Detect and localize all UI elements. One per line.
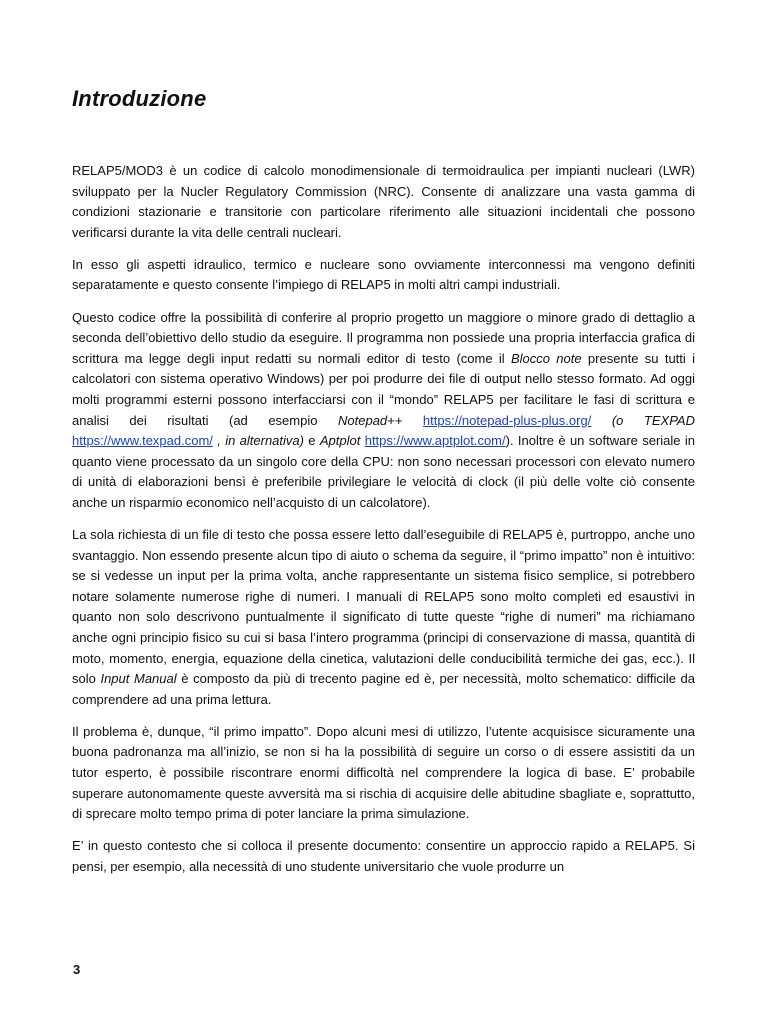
paragraph-aspects: In esso gli aspetti idraulico, termico e nucleare sono ovviamente interconnessi ma vengono definiti separatamente e questo consente l’impiego di RELAP5 in molti altri campi industriali. [72,256,695,293]
texpad-suffix: , in alternativa) [212,433,304,449]
aptplot-label: Aptplot [319,433,361,449]
paragraph-text: Questo codice offre la possibilità di conferire al proprio progetto un maggiore o minore grado di dettaglio a seconda dell’obiettivo dello studio da eseguire. Il programma non possiede una propria interfaccia grafica di scrittura ma legge degli input redatti su normali editor di testo (come il [72,309,695,366]
paragraph-features [72,308,695,514]
paragraph-problem: Il problema è, dunque, “il primo impatto”. Dopo alcuni mesi di utilizzo, l’utente acquisisce sicuramente una buona padronanza ma all’inizio, se non si ha la possibilità di seguire un corso o di essere assistiti da un tutor esperto, è possibile riscontrare enormi difficoltà nel comprendere la logica di base. E’ probabile superare autonomamente queste avversità ma si rischia di acquisire delle abitudine sbagliate e, soprattutto, di sprecare molto tempo prima di poter lanciare la prima simulazione. [72,723,695,822]
paragraph-text: ). Inoltre è un software seriale in quanto viene processato da un singolo core della CPU: non sono necessari processori con elevato numero di unità di elaborazioni bensì è preferibile privilegiare le velocità di clock (il più delle volte ciò consente anche un risparmio economico nell’acquisto di un calcolatore). [72,433,695,510]
section-title: Introduzione [72,86,207,111]
paragraph-context: E’ in questo contesto che si colloca il presente documento: consentire un approccio rapido a RELAP5. Si pensi, per esempio, alla necessità di uno studente universitario che vuole produrre un [72,838,695,874]
notepad-link[interactable]: https://notepad-plus-plus.org/ [422,412,592,428]
texpad-link[interactable]: https://www.texpad.com/ [72,433,213,449]
input-manual-term: Input Manual [100,671,177,687]
paragraph-text: presente su tutti i calcolatori con sistema operativo Windows) per poi produrre dei file di output nello stesso formato. Ad oggi molti programmi esterni possono interfacciarsi con il “mondo” RELAP5 per facilitare le fasi di scrittura e analisi dei risultati (ad esempio [72,350,695,428]
paragraph-text: La sola richiesta di un file di testo che possa essere letto dall’eseguibile di RELAP5 è, purtroppo, anche uno svantaggio. Non essendo presente alcun tipo di aiuto o schema da seguire, il “primo impatto” non è intuitivo: se si vedesse un input per la prima volta, anche rappresentante un sistema fisico semplice, si potrebbero notare solamente numerose righe di numeri. I manuali di RELAP5 sono molto completi ed esaustivi in quanto non solo descrivono puntualmente il significato di tutte queste “righe di numeri” ma richiamano anche ogni principio fisico su cui si basa l’intero programma (principi di conservazione di massa, quantità di moto, momento, energia, equazione della cinetica, valutazioni delle conducibilità termiche dei gas, ecc.). Il solo [72,527,695,687]
and-text: e [303,433,320,449]
paragraph-intro: RELAP5/MOD3 è un codice di calcolo monodimensionale di termoidraulica per impianti nucleari (LWR) sviluppato per la Nucler Regulatory Commission (NRC). Consente di analizzare una vasta gamma di condizioni stazionarie e transitorie con particolare riferimento alle situazioni incidentali che possono verificarsi durante la vita delle centrali nucleari. [72,163,695,240]
notepad-label: Notepad++ [338,412,403,428]
aptplot-link[interactable]: https://www.aptplot.com/ [364,433,506,449]
blocco-note-term: Blocco note [510,350,582,366]
document-body [72,161,695,889]
paragraph-text: è composto da più di trecento pagine ed è, per necessità, molto schematico: difficile da comprendere ad una prima lettura. [72,671,695,707]
paragraph-drawbacks [72,525,695,710]
texpad-prefix: (o TEXPAD [591,412,695,428]
page-number: 3 [73,962,81,977]
